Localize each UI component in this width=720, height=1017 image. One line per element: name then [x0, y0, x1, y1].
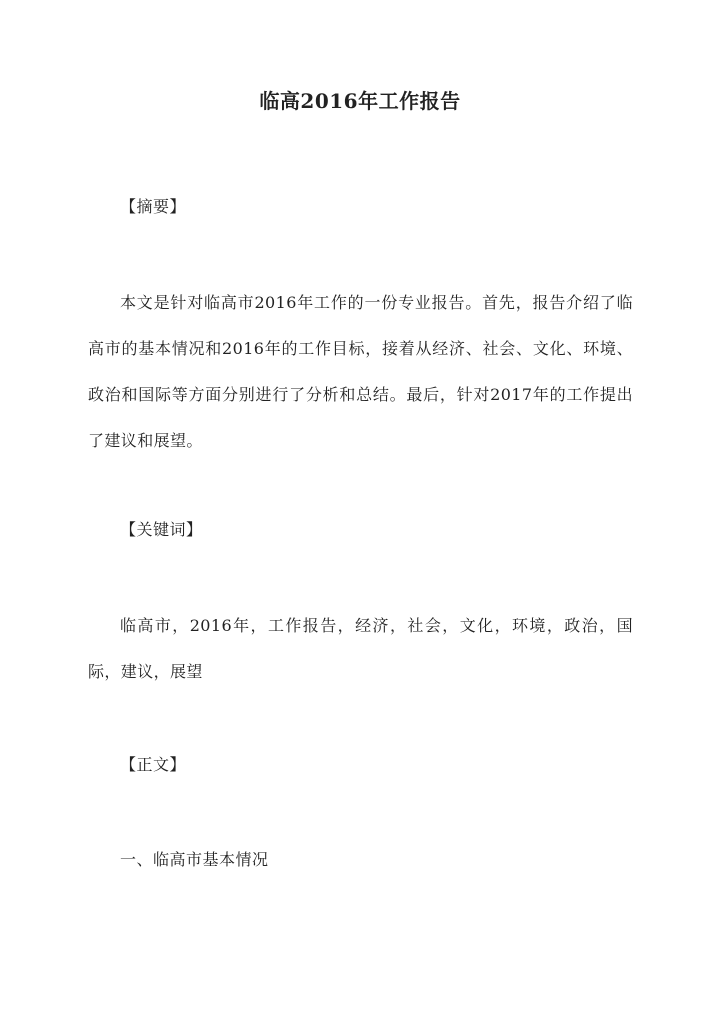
keywords-heading: 【关键词】 — [120, 520, 203, 539]
abstract-heading: 【摘要】 — [120, 197, 187, 216]
section-heading-1: 一、临高市基本情况 — [120, 850, 269, 869]
abstract-paragraph: 本文是针对临高市2016年工作的一份专业报告。首先，报告介绍了临高市的基本情况和2016年的工作目标，接着从经济、社会、文化、环境、政治和国际等方面分别进行了分析和总结。最后，针对2017年的工作提出了建议和展望。 — [88, 293, 633, 450]
document-title: 临高2016年工作报告 — [259, 89, 461, 113]
body-heading: 【正文】 — [120, 755, 187, 774]
keywords-paragraph: 临高市，2016年，工作报告，经济，社会，文化，环境，政治，国际，建议，展望 — [88, 616, 633, 681]
